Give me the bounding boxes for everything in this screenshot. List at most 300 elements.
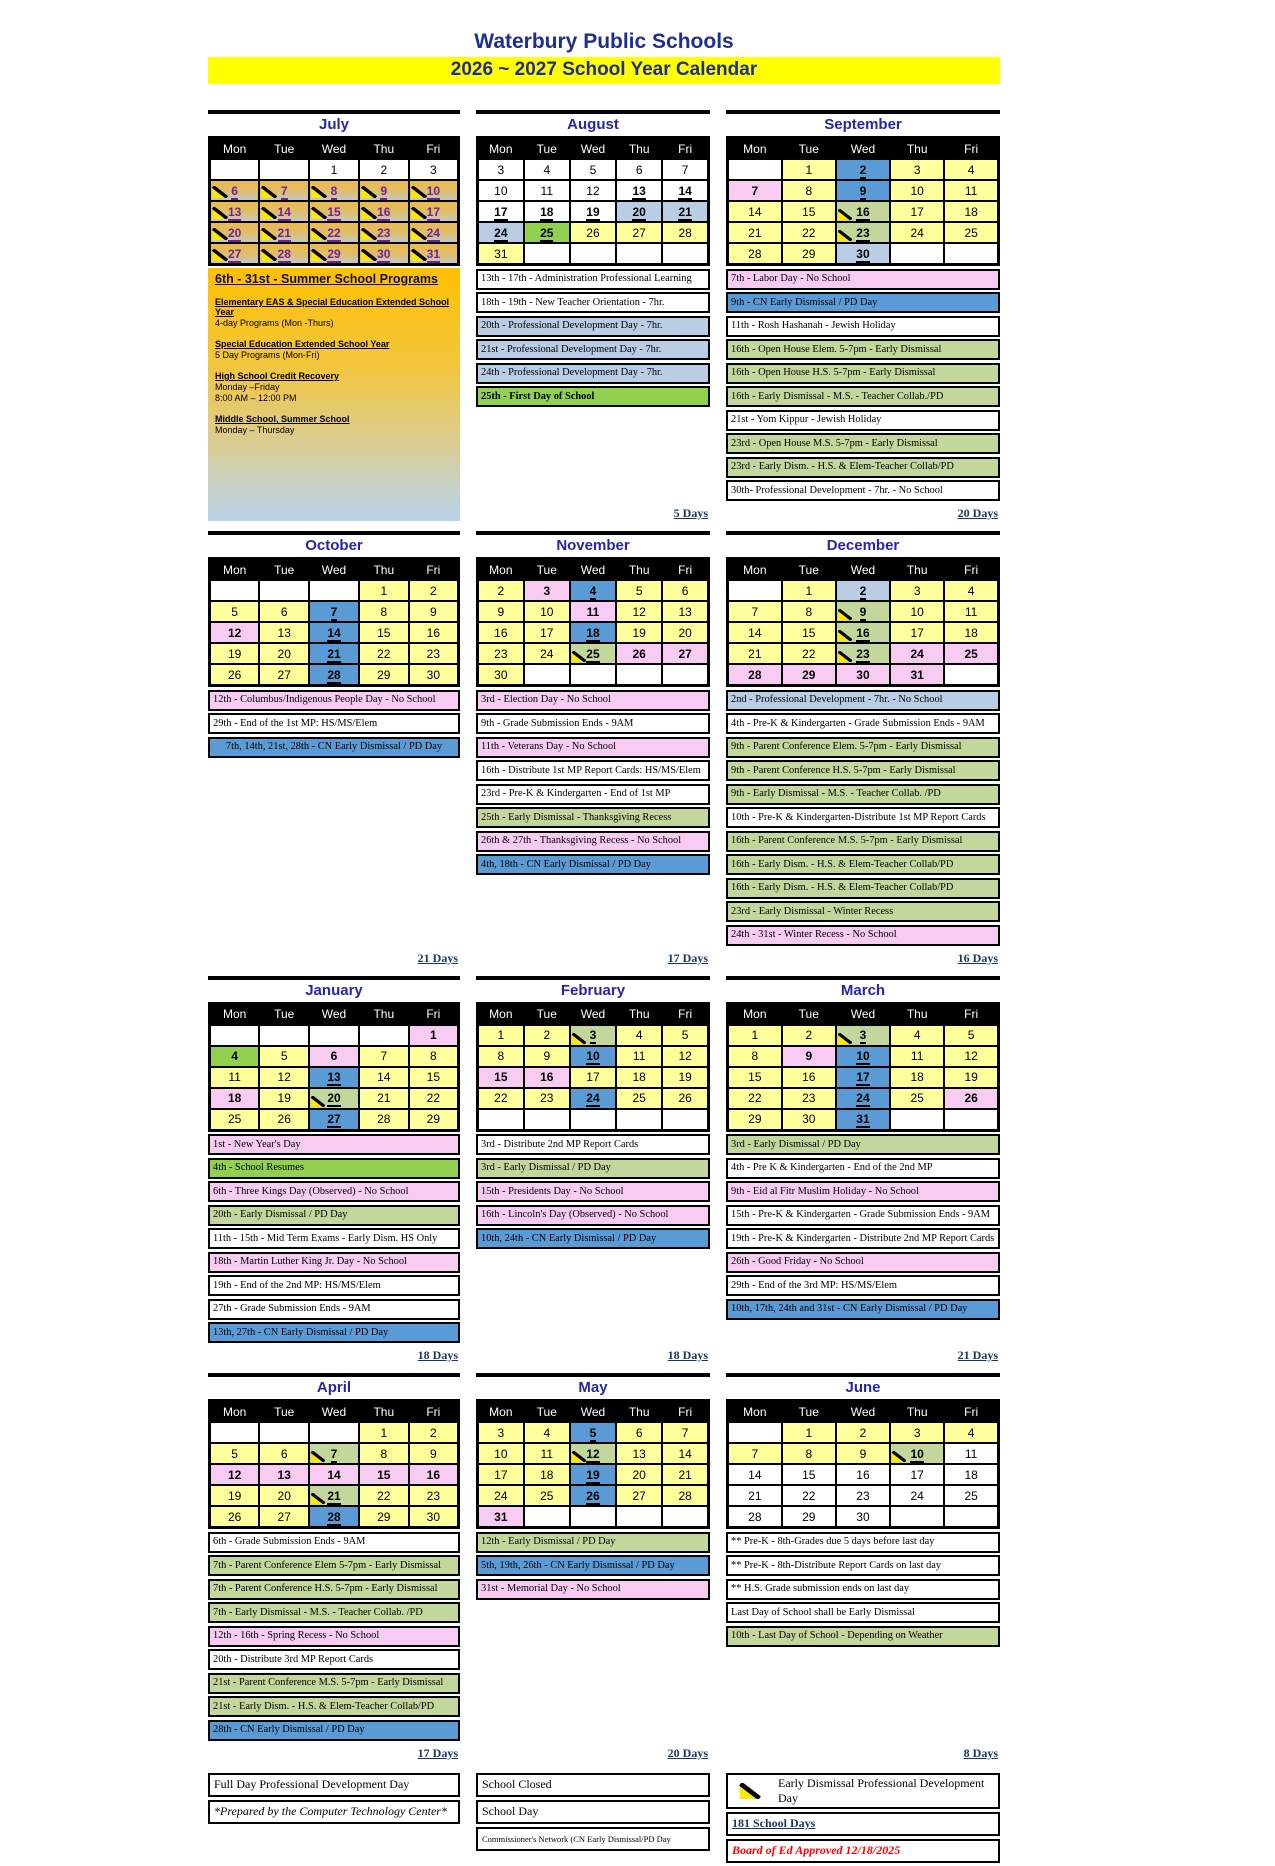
day-cell (309, 1025, 359, 1046)
day-number: 24 (426, 225, 441, 240)
day-number: 29 (748, 1112, 762, 1126)
weekday-header: Thu (359, 559, 409, 581)
month-days-count: 21 Days (417, 950, 458, 965)
day-number: 1 (330, 162, 338, 177)
day-cell (616, 1506, 662, 1528)
day-number: 1 (430, 1028, 437, 1042)
day-number: 25 (227, 1112, 242, 1126)
summer-programs-panel (208, 268, 460, 521)
day-cell (836, 1046, 890, 1067)
summer-section-heading: Special Education Extended School Year (215, 339, 390, 349)
day-cell (662, 243, 708, 265)
day-number: 23 (856, 1488, 870, 1503)
calendar-grid-january (208, 1002, 460, 1132)
weekday-header-row (478, 138, 709, 160)
day-number: 31 (494, 1509, 508, 1524)
day-number: 25 (632, 1091, 646, 1105)
day-cell (616, 1109, 662, 1131)
calendar-grid-july (208, 136, 460, 266)
day-cell (309, 1046, 359, 1067)
legend-item (726, 1812, 1000, 1836)
week-row (728, 222, 999, 243)
note-row: 21st - Parent Conference M.S. 5-7pm - Early Dismissal (208, 1673, 460, 1694)
day-number: 8 (330, 183, 338, 198)
note-row: 30th- Professional Development - 7hr. - No School (726, 480, 1000, 501)
week-row (210, 1464, 459, 1485)
legend-item (726, 1773, 1000, 1809)
day-cell (890, 1506, 944, 1528)
week-row (210, 1067, 459, 1088)
day-cell (570, 1025, 616, 1046)
day-number: 19 (678, 1070, 692, 1084)
day-cell (616, 601, 662, 622)
month-april (208, 1373, 460, 1761)
day-cell (478, 1067, 524, 1088)
note-row: ** H.S. Grade submission ends on last day (726, 1579, 1000, 1600)
day-cell (524, 1088, 570, 1109)
day-cell (836, 180, 890, 201)
day-cell (359, 601, 409, 622)
day-number: 18 (632, 1070, 646, 1084)
day-number: 2 (859, 1425, 867, 1440)
early-dismissal-triangle-icon (361, 207, 377, 219)
weekday-header: Fri (944, 559, 998, 581)
day-cell (944, 1443, 998, 1464)
day-cell (616, 201, 662, 222)
note-row: 21st - Early Dism. - H.S. & Elem-Teacher Collab/PD (208, 1696, 460, 1717)
day-cell (359, 643, 409, 664)
day-number: 9 (859, 1446, 867, 1461)
day-number: 2 (859, 583, 867, 598)
day-cell (944, 622, 998, 643)
early-dismissal-triangle-icon (311, 249, 327, 261)
weekday-header-row (210, 1003, 459, 1025)
early-dismissal-triangle-icon (261, 186, 277, 198)
day-cell (836, 1109, 890, 1131)
note-row: 7th - Early Dismissal - M.S. - Teacher Collab. /PD (208, 1602, 460, 1623)
weekday-header-row (478, 1401, 709, 1423)
calendar-grid-may (476, 1399, 710, 1529)
weekday-header: Mon (478, 1003, 524, 1025)
note-row: 29th - End of the 1st MP: HS/MS/Elem (208, 713, 460, 734)
day-number: 17 (494, 1467, 508, 1482)
day-number: 23 (856, 225, 870, 240)
day-number: 15 (748, 1070, 762, 1084)
day-number: 31 (910, 667, 924, 682)
day-number: 28 (277, 246, 291, 261)
summer-section-line: 5 Day Programs (Mon-Fri) (215, 350, 320, 360)
day-cell (616, 222, 662, 243)
day-cell (524, 1485, 570, 1506)
day-cell (259, 580, 309, 601)
weekday-header: Tue (524, 1003, 570, 1025)
note-row: 20th - Distribute 3rd MP Report Cards (208, 1649, 460, 1670)
day-number: 23 (802, 1091, 816, 1105)
day-cell (359, 1443, 409, 1464)
day-number: 17 (426, 204, 441, 219)
day-number: 31 (426, 246, 441, 261)
day-number: 17 (494, 204, 508, 219)
early-dismissal-triangle-icon (572, 651, 586, 662)
day-number: 27 (277, 1509, 291, 1524)
day-number: 19 (632, 625, 646, 640)
day-cell (359, 622, 409, 643)
day-cell (944, 1109, 998, 1131)
weekday-header: Mon (728, 1401, 782, 1423)
day-cell (524, 1422, 570, 1443)
weekday-header: Tue (782, 138, 836, 160)
day-number: 21 (377, 1091, 391, 1105)
day-cell (478, 180, 524, 201)
day-cell (944, 1464, 998, 1485)
day-number: 26 (586, 225, 600, 240)
day-number: 28 (678, 225, 692, 240)
note-row: ** Pre-K - 8th-Distribute Report Cards on last day (726, 1555, 1000, 1576)
day-cell (782, 622, 836, 643)
day-number: 21 (277, 225, 291, 240)
day-cell (570, 222, 616, 243)
note-row: 20th - Early Dismissal / PD Day (208, 1205, 460, 1226)
day-number: 12 (586, 1446, 600, 1461)
day-number: 5 (231, 604, 238, 619)
day-number: 16 (377, 204, 391, 219)
week-row (210, 1109, 459, 1131)
day-number: 23 (540, 1091, 554, 1105)
note-row: Last Day of School shall be Early Dismissal (726, 1602, 1000, 1623)
day-cell (616, 622, 662, 643)
weekday-header: Thu (359, 1003, 409, 1025)
legend-item (476, 1827, 710, 1851)
day-cell (616, 643, 662, 664)
day-cell (944, 643, 998, 664)
note-row: 7th - Labor Day - No School (726, 269, 1000, 290)
week-row (728, 243, 999, 265)
day-cell (409, 1485, 459, 1506)
day-number: 22 (377, 646, 391, 661)
week-row (478, 1506, 709, 1528)
day-cell (409, 1464, 459, 1485)
day-number: 2 (859, 162, 867, 177)
day-number: 17 (910, 204, 924, 219)
weekday-header: Thu (890, 559, 944, 581)
early-dismissal-triangle-icon (311, 186, 327, 198)
day-cell (409, 180, 459, 201)
weekday-header: Mon (478, 138, 524, 160)
day-cell (890, 222, 944, 243)
day-cell (782, 159, 836, 180)
day-number: 2 (430, 1425, 437, 1440)
day-number: 24 (494, 1488, 508, 1503)
day-cell (309, 622, 359, 643)
day-cell (944, 159, 998, 180)
day-cell (836, 622, 890, 643)
day-number: 4 (589, 583, 597, 598)
day-number: 10 (856, 1049, 870, 1063)
day-cell (570, 1422, 616, 1443)
note-row: 24th - Professional Development Day - 7hr. (476, 363, 710, 384)
day-number: 13 (632, 183, 646, 198)
early-dismissal-triangle-icon (838, 230, 852, 241)
week-row (728, 1422, 999, 1443)
day-cell (570, 243, 616, 265)
day-number: 14 (748, 625, 762, 640)
day-cell (524, 1046, 570, 1067)
note-row: 18th - 19th - New Teacher Orientation - 7hr. (476, 292, 710, 313)
day-cell (782, 201, 836, 222)
day-number: 21 (327, 1488, 341, 1503)
day-cell (836, 601, 890, 622)
weekday-header: Thu (359, 1401, 409, 1423)
summer-section-heading: High School Credit Recovery (215, 371, 340, 381)
day-cell (309, 1464, 359, 1485)
day-cell (662, 1443, 708, 1464)
day-cell (409, 243, 459, 265)
day-cell (409, 1025, 459, 1046)
week-row (478, 1088, 709, 1109)
day-number: 29 (426, 1112, 441, 1126)
day-cell (836, 643, 890, 664)
month-title: March (840, 981, 886, 999)
week-row (728, 1485, 999, 1506)
note-row: 15th - Presidents Day - No School (476, 1181, 710, 1202)
month-days-count: 18 Days (667, 1348, 708, 1362)
early-dismissal-triangle-icon (572, 1451, 586, 1462)
day-cell (944, 201, 998, 222)
early-dismissal-triangle-icon (311, 1493, 325, 1504)
calendar-grid-november (476, 557, 710, 687)
day-cell (309, 159, 359, 180)
weekday-header: Fri (662, 138, 708, 160)
legend-column (476, 1773, 710, 1866)
month-november (476, 531, 710, 966)
day-cell (259, 1046, 309, 1067)
day-number: 17 (586, 1070, 600, 1084)
day-cell (890, 1046, 944, 1067)
day-cell (259, 222, 309, 243)
day-number: 28 (327, 1509, 341, 1524)
day-number: 21 (678, 204, 692, 219)
weekday-header: Wed (570, 138, 616, 160)
day-number: 24 (856, 1091, 870, 1105)
weekday-header: Mon (210, 138, 260, 160)
early-dismissal-triangle-icon (892, 1451, 906, 1462)
early-dismissal-triangle-icon (261, 207, 277, 219)
note-row: 12th - Early Dismissal / PD Day (476, 1532, 710, 1553)
day-number: 26 (227, 1509, 242, 1524)
day-number: 13 (277, 1467, 291, 1482)
weekday-header-row (728, 559, 999, 581)
day-number: 28 (748, 667, 762, 682)
month-days-count: 16 Days (957, 950, 998, 965)
day-number: 25 (964, 225, 978, 240)
day-number: 11 (910, 1049, 924, 1063)
day-cell (409, 159, 459, 180)
day-number: 21 (678, 1467, 692, 1482)
early-dismissal-triangle-icon (411, 207, 427, 219)
note-row: 16th - Distribute 1st MP Report Cards: HS/MS/Elem (476, 760, 710, 781)
day-cell (944, 601, 998, 622)
day-cell (210, 1046, 260, 1067)
note-row: 16th - Open House H.S. 5-7pm - Early Dismissal (726, 363, 1000, 384)
day-cell (259, 601, 309, 622)
day-number: 16 (856, 625, 870, 640)
day-number: 30 (377, 246, 391, 261)
day-number: 12 (632, 604, 646, 619)
day-cell (728, 243, 782, 265)
note-row: 9th - Parent Conference H.S. 5-7pm - Early Dismissal (726, 760, 1000, 781)
day-cell (728, 1464, 782, 1485)
calendar-grid-august (476, 136, 710, 266)
day-cell (782, 180, 836, 201)
day-cell (478, 1025, 524, 1046)
school-name: Waterbury Public Schools (474, 30, 734, 53)
day-cell (728, 622, 782, 643)
day-number: 10 (426, 183, 441, 198)
week-row (478, 580, 709, 601)
day-number: 11 (540, 183, 554, 198)
calendar-grid-september (726, 136, 1000, 266)
day-number: 29 (377, 667, 391, 682)
day-number: 27 (678, 646, 692, 661)
day-cell (662, 1046, 708, 1067)
day-cell (836, 1422, 890, 1443)
day-cell (309, 1443, 359, 1464)
day-cell (359, 1506, 409, 1528)
day-cell (944, 1046, 998, 1067)
week-row (728, 201, 999, 222)
day-number: 4 (635, 1028, 643, 1042)
day-number: 2 (805, 1028, 813, 1042)
day-cell (570, 1506, 616, 1528)
day-cell (836, 580, 890, 601)
day-cell (944, 243, 998, 265)
day-cell (210, 1485, 260, 1506)
day-cell (836, 1025, 890, 1046)
day-cell (478, 1109, 524, 1131)
day-cell (259, 1067, 309, 1088)
day-cell (782, 580, 836, 601)
month-july (208, 110, 460, 521)
early-dismissal-triangle-icon (311, 1096, 325, 1107)
day-cell (570, 159, 616, 180)
day-cell (409, 580, 459, 601)
day-cell (309, 580, 359, 601)
weekday-header: Tue (782, 1003, 836, 1025)
day-cell (728, 1025, 782, 1046)
day-cell (309, 664, 359, 686)
month-title: June (845, 1379, 881, 1396)
month-title: November (556, 537, 630, 554)
day-cell (409, 1422, 459, 1443)
week-row (478, 201, 709, 222)
early-dismissal-triangle-icon (361, 249, 377, 261)
early-dismissal-triangle-icon (311, 207, 327, 219)
day-number: 7 (330, 604, 338, 619)
day-cell (570, 580, 616, 601)
day-number: 6 (280, 1446, 288, 1461)
note-row: 11th - Veterans Day - No School (476, 737, 710, 758)
day-number: 19 (964, 1070, 978, 1084)
day-cell (359, 1422, 409, 1443)
day-cell (662, 643, 708, 664)
day-number: 30 (856, 246, 870, 261)
note-row: 15th - Pre-K & Kindergarten - Grade Submission Ends - 9AM (726, 1205, 1000, 1226)
day-cell (409, 1067, 459, 1088)
day-number: 3 (430, 162, 437, 177)
day-cell (210, 601, 260, 622)
day-cell (836, 222, 890, 243)
day-cell (782, 1464, 836, 1485)
day-number: 19 (586, 204, 600, 219)
day-cell (210, 1506, 260, 1528)
early-dismissal-triangle-icon (411, 228, 427, 240)
day-number: 24 (910, 646, 924, 661)
day-cell (259, 1088, 309, 1109)
day-number: 8 (497, 1049, 505, 1063)
week-row (728, 1046, 999, 1067)
day-number: 9 (805, 1049, 813, 1063)
month-june (726, 1373, 1000, 1761)
week-row (210, 580, 459, 601)
day-number: 1 (497, 1028, 505, 1042)
day-number: 14 (748, 204, 762, 219)
day-cell (259, 180, 309, 201)
note-row: 2nd - Professional Development - 7hr. - No School (726, 690, 1000, 711)
day-cell (359, 664, 409, 686)
weekday-header: Tue (259, 1003, 309, 1025)
day-number: 9 (859, 183, 867, 198)
day-cell (309, 601, 359, 622)
day-number: 27 (327, 1112, 341, 1126)
day-number: 7 (330, 1446, 338, 1461)
legend-item (476, 1773, 710, 1797)
day-number: 4 (913, 1028, 921, 1042)
note-row: 4th - Pre-K & Kindergarten - Grade Submission Ends - 9AM (726, 713, 1000, 734)
day-cell (570, 1443, 616, 1464)
note-row: 16th - Lincoln's Day (Observed) - No School (476, 1205, 710, 1226)
day-cell (210, 1088, 260, 1109)
day-number: 22 (802, 225, 816, 240)
day-number: 1 (380, 583, 388, 598)
day-cell (478, 243, 524, 265)
day-cell (409, 1109, 459, 1131)
day-cell (309, 1485, 359, 1506)
day-number: 27 (227, 246, 242, 261)
note-row: 4th - School Resumes (208, 1158, 460, 1179)
day-cell (782, 243, 836, 265)
day-number: 18 (964, 204, 978, 219)
note-row: 21st - Yom Kippur - Jewish Holiday (726, 410, 1000, 431)
day-number: 24 (494, 225, 508, 240)
early-dismissal-triangle-icon (212, 228, 228, 240)
day-cell (259, 1025, 309, 1046)
day-cell (728, 1067, 782, 1088)
weekday-header: Tue (259, 1401, 309, 1423)
week-row (210, 1025, 459, 1046)
day-number: 19 (586, 1467, 600, 1482)
month-february (476, 976, 710, 1364)
note-row: 16th - Early Dism. - H.S. & Elem-Teacher Collab/PD (726, 854, 1000, 875)
legend-label: Commissioner's Network (CN Early Dismissal/PD Day (482, 1833, 671, 1844)
week-row (728, 1067, 999, 1088)
week-row (728, 643, 999, 664)
day-cell (524, 1109, 570, 1131)
day-cell (259, 159, 309, 180)
day-cell (944, 180, 998, 201)
day-cell (478, 1422, 524, 1443)
day-cell (728, 1109, 782, 1131)
week-row (728, 622, 999, 643)
